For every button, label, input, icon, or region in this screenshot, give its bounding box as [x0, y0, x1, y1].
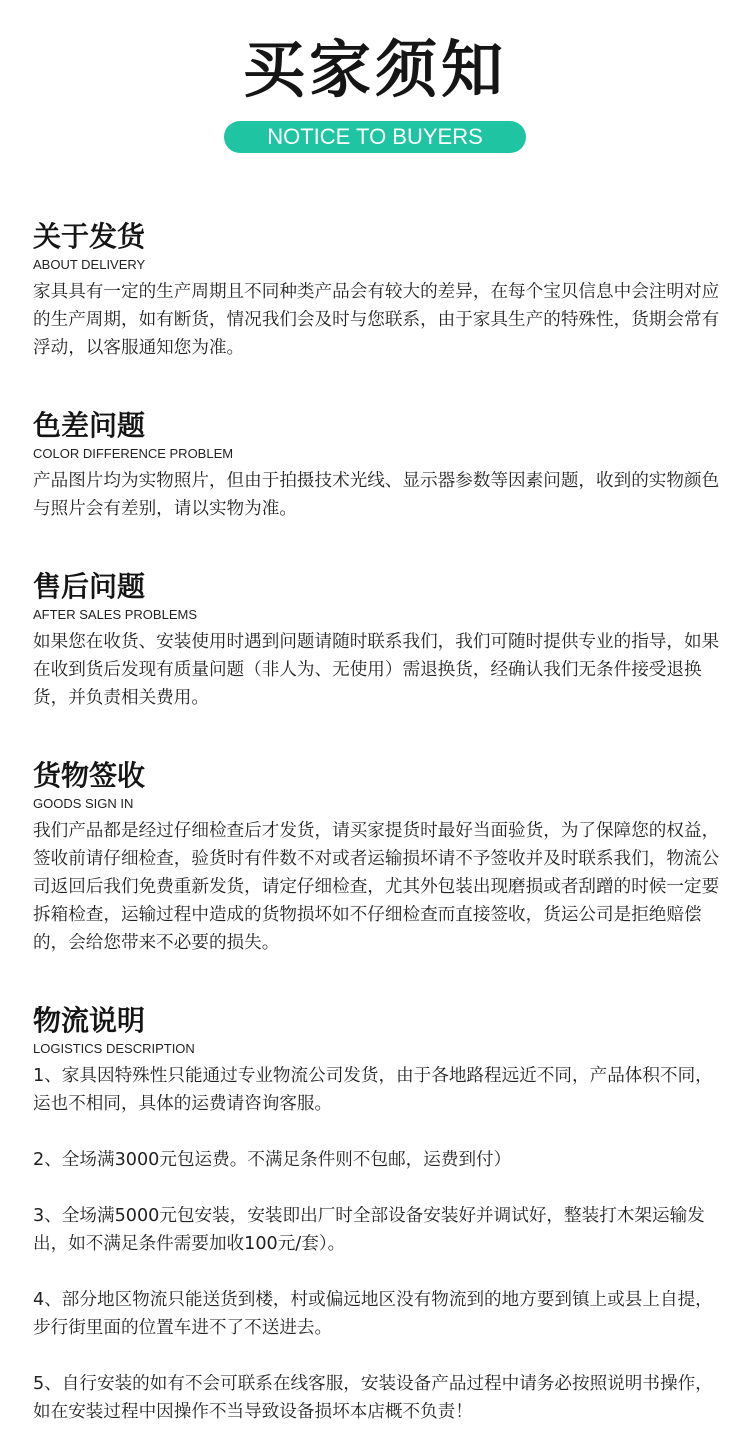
section-body [33, 1062, 723, 1426]
section-subtitle: GOODS SIGN IN [33, 796, 134, 811]
paragraph: 如果您在收货、安装使用时遇到问题请随时联系我们，我们可随时提供专业的指导，如果在收到货后发现有质量问题（非人为、无使用）需退换货，经确认我们无条件接受退换货，并负责相关费用。 [33, 632, 720, 708]
section-body [33, 817, 723, 957]
section-subtitle: ABOUT DELIVERY [33, 257, 146, 272]
section-delivery [33, 220, 723, 362]
list-item: 3、全场满5000元包安装，安装即出厂时全部设备安装好并调试好，整装打木架运输发出，如不满足条件需要加收100元/套）。 [33, 1206, 705, 1254]
section-title: 色差问题 [33, 409, 146, 442]
section-subtitle: COLOR DIFFERENCE PROBLEM [33, 446, 234, 461]
page-title: 买家须知 [242, 33, 507, 106]
list-item: 4、部分地区物流只能送货到楼，村或偏远地区没有物流到的地方要到镇上或县上自提，步行街里面的位置车进不了不送进去。 [33, 1290, 713, 1338]
section-after-sales [33, 570, 723, 712]
list-item: 2、全场满3000元包运费。不满足条件则不包邮，运费到付） [33, 1150, 512, 1170]
section-logistics [33, 1004, 723, 1426]
section-color-difference [33, 409, 723, 523]
subtitle-badge: NOTICE TO BUYERS [224, 121, 526, 153]
section-title: 物流说明 [33, 1004, 146, 1037]
section-title: 售后问题 [33, 570, 146, 603]
notice-header [0, 0, 750, 170]
section-body [33, 278, 723, 362]
section-body [33, 467, 723, 523]
paragraph: 我们产品都是经过仔细检查后才发货，请买家提货时最好当面验货，为了保障您的权益，签收前请仔细检查，验货时有件数不对或者运输损坏请不予签收并及时联系我们，物流公司返回后我们免费重新发货，请定仔细检查，尤其外包装出现磨损或者刮蹭的时候一定要拆箱检查，运输过程中造成的货物损坏如不仔细检查而直接签收，货运公司是拒绝赔偿的，会给您带来不必要的损失。 [33, 821, 720, 953]
paragraph: 产品图片均为实物照片，但由于拍摄技术光线、显示器参数等因素问题，收到的实物颜色与照片会有差别，请以实物为准。 [33, 471, 720, 519]
section-goods-sign-in [33, 759, 723, 957]
section-title: 关于发货 [33, 220, 146, 253]
section-subtitle: AFTER SALES PROBLEMS [33, 607, 197, 622]
section-title: 货物签收 [33, 759, 146, 792]
section-body [33, 628, 723, 712]
paragraph: 家具具有一定的生产周期且不同种类产品会有较大的差异，在每个宝贝信息中会注明对应的生产周期，如有断货，情况我们会及时与您联系，由于家具生产的特殊性，货期会常有浮动，以客服通知您为准。 [33, 282, 720, 358]
list-item: 1、家具因特殊性只能通过专业物流公司发货，由于各地路程远近不同，产品体积不同，运也不相同，具体的运费请咨询客服。 [33, 1066, 713, 1114]
list-item: 5、自行安装的如有不会可联系在线客服，安装设备产品过程中请务必按照说明书操作，如在安装过程中因操作不当导致设备损坏本店概不负责！ [33, 1374, 713, 1422]
section-subtitle: LOGISTICS DESCRIPTION [33, 1041, 195, 1056]
